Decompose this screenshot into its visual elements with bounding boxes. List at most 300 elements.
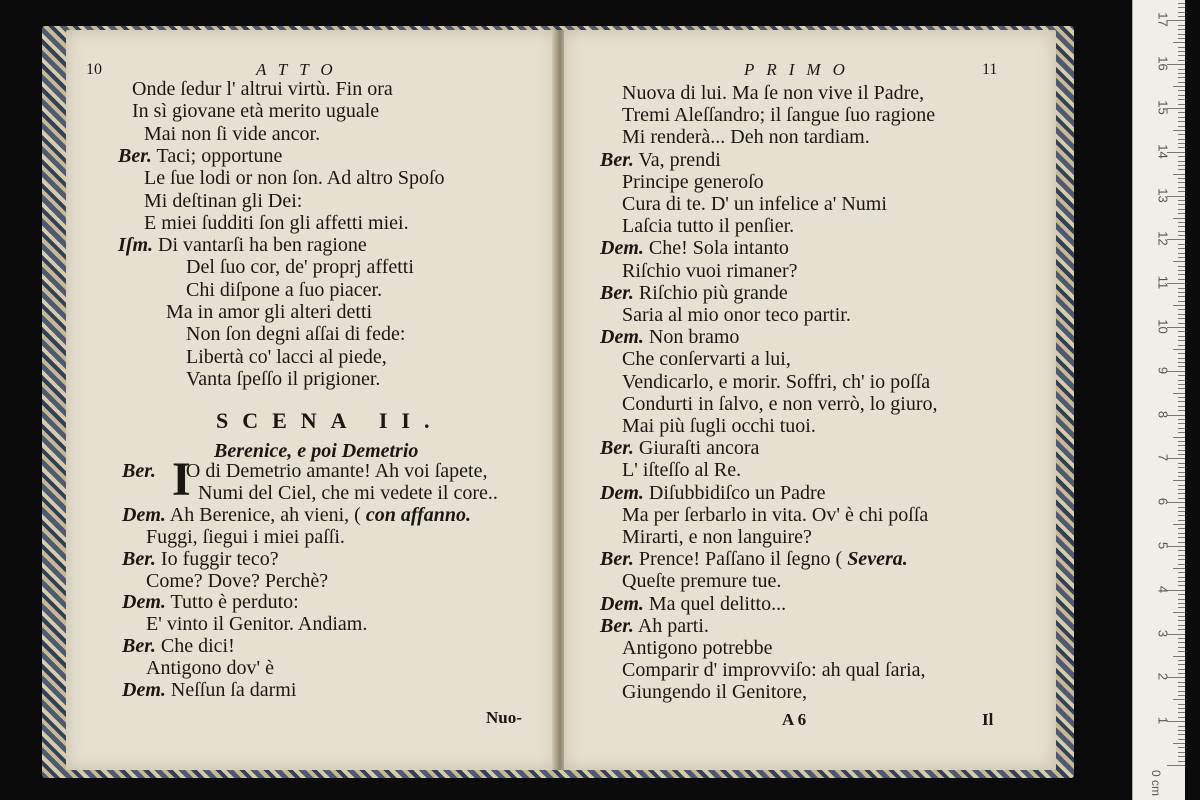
ruler-tick (1178, 726, 1185, 727)
right-page (564, 30, 1056, 770)
ruler-tick (1178, 270, 1185, 271)
ruler-tick (1178, 607, 1185, 608)
ruler-tick (1178, 353, 1185, 354)
ruler-number: 10 (1155, 319, 1171, 334)
ruler-number: 8 (1155, 410, 1171, 418)
ruler-tick (1178, 244, 1185, 245)
text-line (122, 548, 279, 570)
speaker-label: Dem. (600, 592, 644, 615)
text-line (622, 260, 798, 282)
ruler-tick (1178, 629, 1185, 630)
ruler-tick (1178, 38, 1185, 39)
line-text: Che dici! (160, 635, 235, 658)
text-line (622, 193, 887, 215)
line-text: Ma quel delitto... (648, 592, 787, 615)
speaker-label: Dem. (122, 503, 166, 526)
line-text: Fuggi, ſiegui i miei paſſi. (146, 525, 345, 548)
ruler-tick (1178, 182, 1185, 183)
ruler-tick (1178, 555, 1185, 556)
ruler-tick (1178, 642, 1185, 643)
text-line (600, 482, 826, 504)
drop-cap: I (172, 453, 191, 506)
ruler-tick (1178, 528, 1185, 529)
measurement-ruler (1132, 0, 1185, 800)
ruler-tick (1178, 16, 1185, 17)
scene-title: SCENA II. (216, 408, 444, 433)
ruler-tick (1178, 419, 1185, 420)
stage-direction: Berenice, e poi Demetrio (214, 440, 419, 462)
text-line (146, 657, 274, 679)
ruler-tick (1178, 69, 1185, 70)
ruler-tick (1178, 336, 1185, 337)
ruler-number: 2 (1155, 673, 1171, 681)
ruler-tick (1178, 585, 1185, 586)
ruler-tick (1178, 380, 1185, 381)
ruler-tick (1178, 209, 1185, 210)
ruler-tick (1178, 248, 1185, 249)
ruler-tick (1178, 472, 1185, 473)
line-text: Ma per ſerbarlo in vita. Ov' è chi poſſa (622, 503, 929, 526)
text-line (198, 482, 498, 504)
ruler-tick (1178, 730, 1185, 731)
ruler-number: 6 (1155, 498, 1171, 506)
line-text: Mirarti, e non languire? (622, 526, 812, 548)
ruler-tick (1178, 266, 1185, 267)
ruler-tick (1178, 660, 1185, 661)
text-line (122, 679, 296, 701)
right-catchword: Il (982, 710, 994, 729)
ruler-tick (1178, 467, 1185, 468)
ruler-tick (1178, 620, 1185, 621)
ruler-tick (1178, 366, 1185, 367)
ruler-tick (1178, 454, 1185, 455)
ruler-number: 15 (1155, 100, 1171, 115)
line-text: Ah Berenice, ah vieni, ( (169, 503, 361, 526)
ruler-tick (1178, 428, 1185, 429)
ruler-tick (1178, 423, 1185, 424)
ruler-tick (1178, 331, 1185, 332)
ruler-tick (1173, 349, 1185, 350)
line-text: Non bramo (648, 326, 740, 349)
text-line (166, 301, 372, 323)
line-text: L' iſteſſo al Re. (622, 459, 742, 482)
ruler-tick (1178, 476, 1185, 477)
speaker-label: Ber. (600, 548, 634, 571)
ruler-tick (1178, 358, 1185, 359)
ruler-tick (1173, 174, 1185, 175)
line-text: Onde ſedur l' altrui virtù. Fin ora (132, 78, 393, 100)
ruler-tick (1178, 222, 1185, 223)
left-running-head: ATTO (256, 60, 345, 79)
ruler-tick (1178, 712, 1185, 713)
line-text: Giuraſti ancora (638, 437, 760, 460)
ruler-tick (1178, 318, 1185, 319)
ruler-tick (1178, 651, 1185, 652)
text-line (622, 104, 935, 126)
ruler-tick (1178, 493, 1185, 494)
ruler-tick (1173, 437, 1185, 438)
text-line (118, 234, 367, 256)
ruler-tick (1178, 73, 1185, 74)
line-text: Di vantarſi ha ben ragione (158, 234, 367, 257)
ruler-number: 3 (1155, 629, 1171, 637)
line-text: Vanta ſpeſſo il prigioner. (186, 367, 381, 390)
ruler-tick (1178, 384, 1185, 385)
text-line (144, 167, 445, 189)
text-line (600, 326, 739, 348)
speaker-label: Ber. (600, 437, 634, 460)
ruler-tick (1178, 226, 1185, 227)
ruler-tick (1178, 375, 1185, 376)
ruler-tick (1178, 410, 1185, 411)
ruler-tick (1178, 134, 1185, 135)
ruler-tick (1178, 445, 1185, 446)
text-line (186, 279, 382, 301)
ruler-number: 16 (1155, 56, 1171, 71)
ruler-tick (1178, 550, 1185, 551)
line-text: Chi diſpone a ſuo piacer. (186, 278, 383, 301)
ruler-tick (1178, 29, 1185, 30)
left-page (66, 30, 556, 770)
line-text: E miei ſudditi ſon gli affetti miei. (144, 211, 409, 234)
ruler-tick (1178, 231, 1185, 232)
ruler-tick (1178, 664, 1185, 665)
line-text: Del ſuo cor, de' proprj affetti (186, 256, 414, 279)
ruler-tick (1178, 498, 1185, 499)
ruler-tick (1178, 345, 1185, 346)
ruler-tick (1178, 213, 1185, 214)
text-line (132, 100, 379, 122)
signature-mark: A 6 (782, 710, 807, 729)
ruler-tick (1178, 235, 1185, 236)
ruler-tick (1178, 734, 1185, 735)
ruler-tick (1178, 572, 1185, 573)
ruler-tick (1178, 542, 1185, 543)
ruler-tick (1178, 704, 1185, 705)
ruler-tick (1173, 86, 1185, 87)
text-line (144, 212, 409, 234)
ruler-tick (1178, 296, 1185, 297)
text-line (622, 637, 773, 659)
text-line (144, 123, 320, 145)
line-text: Neſſun ſa darmi (170, 679, 297, 701)
ruler-tick (1178, 463, 1185, 464)
ruler-tick (1178, 691, 1185, 692)
text-line (600, 237, 789, 259)
ruler-tick (1178, 95, 1185, 96)
ruler-tick (1178, 55, 1185, 56)
ruler-tick (1178, 279, 1185, 280)
ruler-tick (1178, 397, 1185, 398)
text-line (122, 460, 487, 482)
line-text: Mi deſtinan gli Dei: (144, 189, 303, 212)
left-page-number: 10 (86, 61, 102, 78)
line-text: Principe generoſo (622, 170, 764, 193)
text-line (146, 526, 345, 548)
ruler-tick (1178, 257, 1185, 258)
speaker-label: Ber. (600, 614, 634, 637)
text-line (622, 171, 764, 193)
text-line (622, 348, 791, 370)
ruler-tick (1178, 323, 1185, 324)
ruler-tick (1178, 511, 1185, 512)
ruler-tick (1178, 682, 1185, 683)
ruler-tick (1178, 450, 1185, 451)
text-line (622, 126, 870, 148)
ruler-tick (1173, 393, 1185, 394)
ruler-tick (1178, 301, 1185, 302)
text-line (600, 437, 759, 459)
ruler-number: 7 (1155, 454, 1171, 462)
speaker-label: Dem. (122, 591, 166, 614)
ruler-tick (1173, 480, 1185, 481)
ruler-tick (1178, 90, 1185, 91)
ruler-tick (1178, 432, 1185, 433)
ruler-tick (1178, 274, 1185, 275)
ruler-tick (1173, 656, 1185, 657)
left-catchword: Nuo- (486, 708, 522, 727)
ruler-tick (1173, 568, 1185, 569)
speaker-label: Ber. (118, 144, 152, 167)
text-line (122, 591, 299, 613)
text-line (600, 282, 788, 304)
text-line (186, 256, 414, 278)
ruler-tick (1178, 756, 1185, 757)
ruler-tick (1178, 7, 1185, 8)
line-text: In sì giovane età merito uguale (132, 100, 380, 123)
ruler-tick (1173, 699, 1185, 700)
ruler-tick (1178, 169, 1185, 170)
line-text: Antigono potrebbe (622, 637, 773, 659)
ruler-tick (1178, 708, 1185, 709)
line-text: E' vinto il Genitor. Andiam. (146, 613, 368, 636)
ruler-tick (1178, 3, 1185, 4)
text-line (600, 548, 908, 570)
text-line (132, 78, 393, 100)
right-page-number: 11 (982, 61, 998, 78)
ruler-tick (1178, 309, 1185, 310)
ruler-tick (1178, 388, 1185, 389)
ruler-tick (1178, 112, 1185, 113)
ruler-number: 12 (1155, 231, 1171, 247)
ruler-number: 11 (1155, 275, 1171, 290)
ruler-tick (1178, 638, 1185, 639)
ruler-tick (1178, 51, 1185, 52)
ruler-tick (1178, 537, 1185, 538)
text-line (622, 570, 781, 592)
text-line (146, 613, 367, 635)
text-line (622, 371, 930, 393)
line-text: Libertà co' lacci al piede, (186, 345, 387, 368)
speaker-label: Dem. (122, 679, 166, 701)
line-text: Io fuggir teco? (160, 547, 279, 570)
ruler-tick (1173, 261, 1185, 262)
ruler-tick (1178, 340, 1185, 341)
line-text: Cura di te. D' un infelice a' Numi (622, 193, 887, 215)
stage-note: con affanno. (360, 503, 472, 526)
ruler-number: 9 (1155, 366, 1171, 374)
ruler-tick (1178, 401, 1185, 402)
ruler-tick (1173, 612, 1185, 613)
ruler-tick (1178, 485, 1185, 486)
ruler-tick (1178, 489, 1185, 490)
text-line (118, 145, 282, 167)
line-text: Mi renderà... Deh non tardiam. (622, 126, 870, 149)
text-line (622, 659, 926, 681)
ruler-tick (1178, 594, 1185, 595)
text-line (622, 393, 938, 415)
ruler-tick (1178, 673, 1185, 674)
line-text: Vendicarlo, e morir. Soffri, ch' io poſſa (622, 370, 931, 393)
ruler-number: 1 (1155, 717, 1171, 725)
text-line (600, 593, 786, 615)
line-text: Antigono dov' è (146, 657, 275, 680)
ruler-tick (1178, 559, 1185, 560)
right-running-head: PRIMO (744, 60, 857, 79)
ruler-tick (1178, 121, 1185, 122)
ruler-tick (1178, 147, 1185, 148)
ruler-tick (1173, 130, 1185, 131)
ruler-tick (1178, 747, 1185, 748)
ruler-unit-label: 0 cm (1149, 769, 1164, 797)
ruler-tick (1178, 564, 1185, 565)
ruler-tick (1178, 253, 1185, 254)
ruler-tick (1178, 406, 1185, 407)
ruler-tick (1178, 165, 1185, 166)
text-line (622, 82, 924, 104)
ruler-tick (1178, 178, 1185, 179)
text-line (186, 368, 380, 390)
ruler-tick (1178, 739, 1185, 740)
ruler-tick (1178, 603, 1185, 604)
line-text: Laſcia tutto il penſier. (622, 215, 795, 238)
ruler-tick (1178, 143, 1185, 144)
ruler-tick (1178, 60, 1185, 61)
ruler-number: 5 (1155, 541, 1171, 550)
ruler-tick (1178, 204, 1185, 205)
line-text: Diſubbidiſco un Padre (648, 481, 826, 504)
ruler-tick (1178, 161, 1185, 162)
ruler-tick (1178, 156, 1185, 157)
line-text: Giungendo il Genitore, (622, 681, 807, 704)
ruler-tick (1178, 82, 1185, 83)
stage-note: Severa. (842, 548, 908, 571)
ruler-tick (1178, 99, 1185, 100)
line-text: Condurti in ſalvo, e non verrò, lo giuro, (622, 392, 938, 415)
ruler-tick (1167, 765, 1185, 766)
line-text: Tremi Aleſſandro; il ſangue ſuo ragione (622, 104, 936, 127)
text-line (122, 635, 235, 657)
ruler-tick (1178, 191, 1185, 192)
line-text: Queſte premure tue. (622, 570, 782, 593)
ruler-tick (1178, 200, 1185, 201)
ruler-tick (1178, 47, 1185, 48)
ruler-tick (1178, 647, 1185, 648)
line-text: Taci; opportune (156, 144, 283, 167)
line-text: Come? Dove? Perchè? (146, 569, 329, 592)
ruler-tick (1178, 139, 1185, 140)
ruler-tick (1178, 104, 1185, 105)
line-text: Numi del Ciel, che mi vedete il core.. (198, 481, 498, 504)
text-line (622, 215, 794, 237)
ruler-tick (1178, 117, 1185, 118)
line-text: Comparir d' improvviſo: ah qual ſaria, (622, 659, 926, 682)
ruler-tick (1178, 695, 1185, 696)
line-text: Mai più ſugli occhi tuoi. (622, 415, 816, 437)
line-text: Mai non ſi vide ancor. (144, 122, 321, 145)
text-line (146, 570, 328, 592)
line-text: Va, prendi (638, 148, 721, 171)
text-line (144, 190, 302, 212)
ruler-tick (1178, 34, 1185, 35)
line-text: Riſchio vuoi rimaner? (622, 259, 798, 282)
ruler-tick (1178, 520, 1185, 521)
text-line (622, 504, 928, 526)
line-text: Ah parti. (637, 614, 709, 637)
text-line (186, 323, 405, 345)
speaker-label: Iſm. (118, 234, 153, 257)
ruler-tick (1178, 515, 1185, 516)
ruler-tick (1178, 669, 1185, 670)
ruler-tick (1173, 305, 1185, 306)
ruler-tick (1178, 717, 1185, 718)
speaker-label: Ber. (600, 281, 634, 304)
text-line (122, 504, 471, 526)
line-text: Non ſon degni aſſai di fede: (186, 323, 406, 346)
text-line (622, 681, 807, 703)
speaker-label: Ber. (600, 148, 634, 171)
speaker-label: Ber. (122, 460, 156, 482)
ruler-tick (1178, 761, 1185, 762)
ruler-tick (1178, 507, 1185, 508)
ruler-tick (1178, 752, 1185, 753)
ruler-tick (1178, 25, 1185, 26)
ruler-tick (1178, 533, 1185, 534)
line-text: Saria al mio onor teco partir. (622, 304, 851, 326)
text-line (600, 615, 709, 637)
ruler-tick (1178, 599, 1185, 600)
line-text: Che conſervarti a lui, (622, 348, 791, 371)
ruler-tick (1173, 743, 1185, 744)
text-line (622, 459, 741, 481)
speaker-label: Dem. (600, 481, 644, 504)
ruler-number: 4 (1155, 585, 1171, 593)
ruler-tick (1178, 187, 1185, 188)
text-line (622, 304, 851, 326)
text-line (600, 149, 721, 171)
ruler-number: 17 (1155, 12, 1171, 28)
ruler-tick (1178, 581, 1185, 582)
speaker-label: Dem. (600, 326, 644, 349)
ruler-tick (1178, 288, 1185, 289)
line-text: Tutto è perduto: (170, 591, 299, 614)
text-line (622, 526, 812, 548)
ruler-tick (1178, 616, 1185, 617)
ruler-tick (1178, 12, 1185, 13)
ruler-tick (1178, 686, 1185, 687)
ruler-tick (1178, 77, 1185, 78)
ruler-number: 14 (1155, 144, 1171, 159)
ruler-tick (1173, 218, 1185, 219)
ruler-tick (1178, 362, 1185, 363)
speaker-label: Ber. (122, 547, 156, 570)
ruler-tick (1178, 441, 1185, 442)
line-text: Che! Sola intanto (648, 237, 789, 260)
speaker-label: Ber. (122, 635, 156, 658)
ruler-tick (1178, 577, 1185, 578)
line-text: Nuova di lui. Ma ſe non vive il Padre, (622, 82, 925, 104)
line-text: Le ſue lodi or non ſon. Ad altro Spoſo (144, 167, 445, 190)
